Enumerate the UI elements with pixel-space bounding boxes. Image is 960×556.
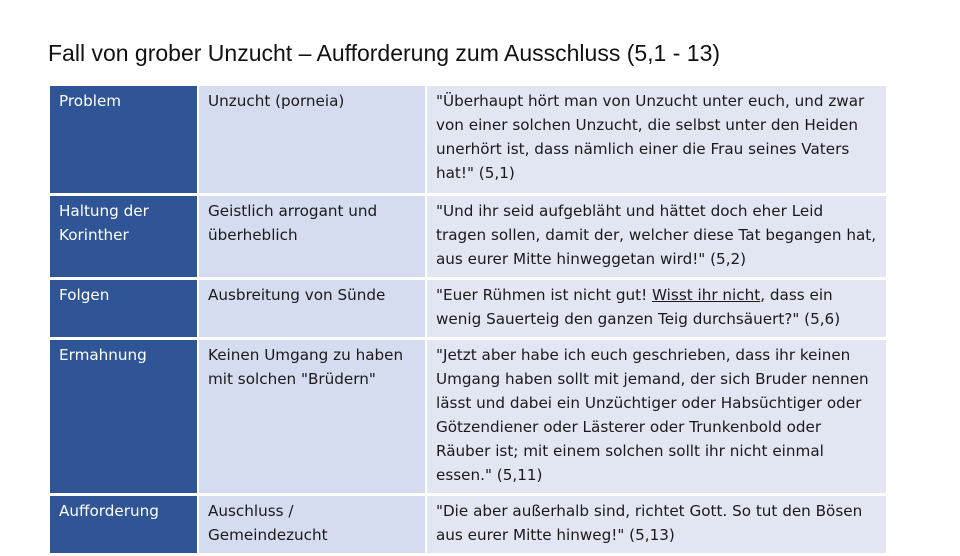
row-quote: "Überhaupt hört man von Unzucht unter euch, und zwar von einer solchen Unzucht, die selbst unter den Heiden unerhört ist, dass nämlich einer die Frau seines Vaters hat!" (5,1) — [425, 86, 886, 196]
row-label: Folgen — [50, 280, 197, 340]
slide-title: Fall von grober Unzucht – Aufforderung zum Ausschluss (5,1 - 13) — [48, 40, 721, 66]
row-quote: "Die aber außerhalb sind, richtet Gott. So tut den Bösen aus eurer Mitte hinweg!" (5,13) — [425, 496, 886, 556]
table-row — [50, 340, 886, 496]
table-row — [50, 196, 886, 280]
summary-table — [50, 86, 886, 556]
underlined-text: Wisst ihr nicht — [652, 286, 761, 304]
table-row — [50, 86, 886, 196]
row-summary: Keinen Umgang zu haben mit solchen "Brüdern" — [197, 340, 425, 496]
row-quote: "Und ihr seid aufgebläht und hättet doch eher Leid tragen sollen, damit der, welcher diese Tat begangen hat, aus eurer Mitte hinweggetan wird!" (5,2) — [425, 196, 886, 280]
row-summary: Ausbreitung von Sünde — [197, 280, 425, 340]
row-quote: "Jetzt aber habe ich euch geschrieben, dass ihr keinen Umgang haben sollt mit jemand, der sich Bruder nennen lässt und dabei ein Unzüchtiger oder Habsüchtiger oder Götzendiener oder Lästerer oder Trunkenbold oder Räuber ist; mit einem solchen sollt ihr nicht einmal essen." (5,11) — [425, 340, 886, 496]
row-summary: Geistlich arrogant und überheblich — [197, 196, 425, 280]
table-row — [50, 496, 886, 556]
row-label: Aufforderung — [50, 496, 197, 556]
row-summary: Auschluss / Gemeindezucht — [197, 496, 425, 556]
quote-text: , dass ein wenig Sauerteig den ganzen Teig durchsäuert?" (5,6) — [436, 286, 841, 328]
table-row — [50, 280, 886, 340]
row-label: Problem — [50, 86, 197, 196]
row-label: Haltung der Korinther — [50, 196, 197, 280]
row-label: Ermahnung — [50, 340, 197, 496]
row-quote — [425, 280, 886, 340]
row-summary: Unzucht (porneia) — [197, 86, 425, 196]
quote-text: "Euer Rühmen ist nicht gut! — [436, 286, 652, 304]
